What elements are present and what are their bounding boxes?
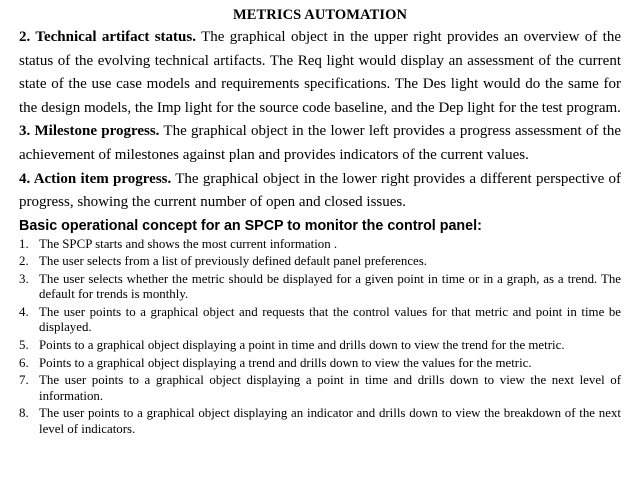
list-item [19,305,621,336]
list-item-number: 4. [19,304,29,319]
section-heading: 2. Technical artifact status. [19,29,196,45]
list-item-number: 2. [19,254,29,269]
list-item-text: The user points to a graphical object and requests that the control values for that metric and point in time be displayed. [39,304,621,335]
list-item-text: Points to a graphical object displaying a trend and drills down to view the values for the metric. [39,355,532,370]
list-item [19,356,621,371]
list-item-number: 8. [19,406,29,421]
section-action-item-progress [19,168,621,215]
steps-list [19,237,621,437]
list-item-text: The user selects from a list of previously defined default panel preferences. [39,254,427,269]
section-body: The graphical object in the lower left provides a progress assessment of the achievement of milestones against plan and provides indicators of the current values. [19,123,621,163]
list-item-number: 7. [19,373,29,388]
list-item-text: The user points to a graphical object displaying a point in time and drills down to view the next level of information. [39,373,621,403]
section-heading: 3. Milestone progress. [19,123,160,140]
list-item-number: 1. [19,236,29,251]
list-item [19,254,621,269]
list-item-text: The user selects whether the metric should be displayed for a given point in time or in a graph, as a trend. The default for trends is monthly. [39,271,621,302]
list-item [19,272,621,303]
list-item-number: 3. [19,271,29,286]
section-body: The graphical object in the upper right provides an overview of the status of the evolving technical artifacts. The Req light would display an assessment of the current state of the use case models and requirements specifications. The Des light would do the same for the design models, the Imp light for the source code baseline, and the Dep light for the test program. [19,29,621,116]
list-item-text: Points to a graphical object displaying a point in time and drills down to view the trend for the metric. [39,337,565,352]
list-item-text: The SPCP starts and shows the most current information . [39,236,338,251]
section-technical-artifact-status [19,26,621,120]
page-title: METRICS AUTOMATION [232,7,408,23]
list-item-number: 5. [19,337,29,352]
list-item-text: The user points to a graphical object displaying an indicator and drills down to view the breakdown of the next level of indicators. [39,406,621,436]
section-milestone-progress [19,120,621,167]
concept-heading: Basic operational concept for an SPCP to monitor the control panel: [19,217,482,234]
list-item [19,373,621,404]
list-item-number: 6. [19,355,29,370]
section-body: The graphical object in the lower right provides a different perspective of progress, showing the current number of open and closed issues. [19,170,622,211]
section-heading: 4. Action item progress. [19,170,172,187]
list-item [19,406,621,437]
list-item [19,338,621,353]
list-item [19,237,621,252]
